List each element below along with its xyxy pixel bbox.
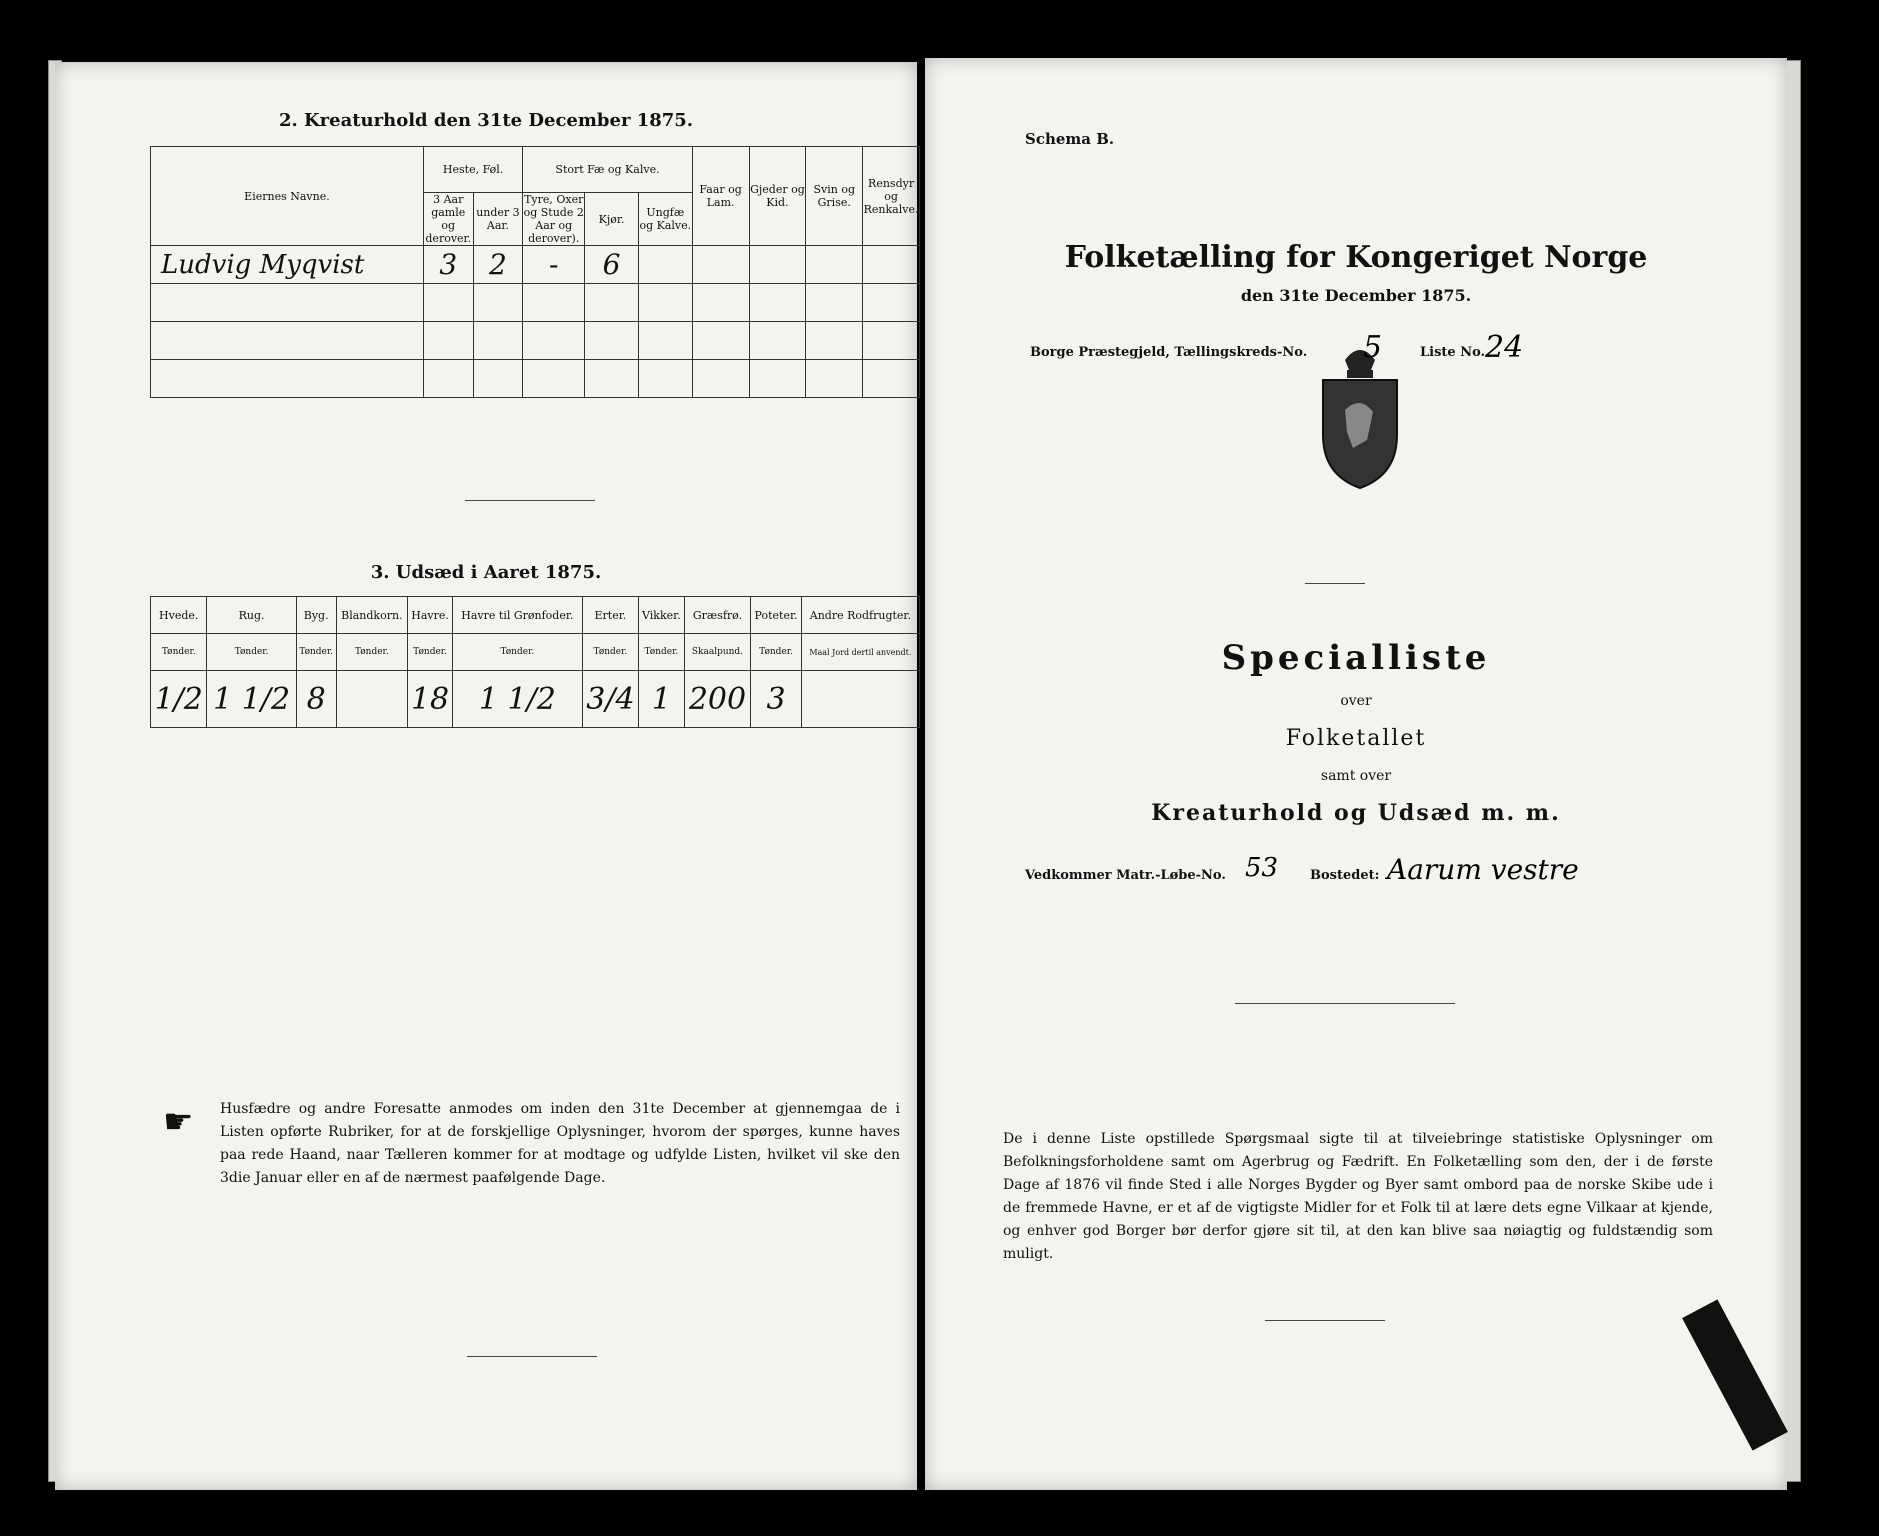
seed-header: Poteter. (751, 597, 801, 634)
cell-value: 3 (423, 246, 473, 284)
divider (1265, 1320, 1385, 1321)
seed-header: Blandkorn. (336, 597, 408, 634)
cattle-sub-header: Kjør. (585, 193, 639, 246)
subtitle: den 31te December 1875. (1240, 286, 1472, 305)
divider (1305, 583, 1365, 584)
info-text: De i denne Liste opstillede Spørgsmaal sigte til at tilveiebringe statistiske Oplysninger om Befolkningsforholdene samt om Agerbrug og Fædrift. En Folketælling som den, der i de første Dage af 1876 vil finde Sted i alle Norges Bygder og Byer samt ombord paa de norske Skibe ude i de fremmede Havne, er et af de vigtigste Midler for et Folk til at lære dets egne Vilkaar at kjende, og enhver god Borger bør derfor gjøre sit til, at den kan blive saa nøiagtig og fuldstændig som muligt. (1003, 1131, 1713, 1262)
cell-value: - (523, 246, 585, 284)
seed-header: Rug. (207, 597, 296, 634)
matr-label: Vedkommer Matr.-Løbe-No. (1025, 868, 1226, 883)
cattle-sub-header: Ungfæ og Kalve. (638, 193, 692, 246)
seed-unit: Tønder. (207, 634, 296, 671)
table-row (151, 322, 920, 360)
seed-value: 3/4 (582, 671, 638, 728)
seed-value: 1 1/2 (207, 671, 296, 728)
seed-header: Havre. (408, 597, 453, 634)
seed-unit: Tønder. (296, 634, 336, 671)
table-row (151, 671, 920, 728)
schema-label: Schema B. (1025, 130, 1115, 148)
table-row (151, 360, 920, 398)
seed-header: Græsfrø. (684, 597, 751, 634)
section3-title: 3. Udsæd i Aaret 1875. (370, 562, 602, 583)
kreaturhold-text: Kreaturhold og Udsæd m. m. (1151, 800, 1561, 826)
seed-unit: Maal Jord dertil anvendt. (801, 634, 919, 671)
seed-value (801, 671, 919, 728)
district-label: Borge Præstegjeld, Tællingskreds-No. (1030, 345, 1308, 360)
cattle-sub-header: Tyre, Oxer og Stude 2 Aar og derover). (523, 193, 584, 245)
right-page (925, 58, 1787, 1490)
bosted-label: Bostedet: (1310, 868, 1380, 883)
seed-header: Havre til Grønfoder. (453, 597, 583, 634)
pig-header: Svin og Grise. (806, 147, 863, 246)
divider (467, 1356, 597, 1357)
livestock-table (150, 146, 920, 398)
seed-unit: Tønder. (151, 634, 207, 671)
seed-value: 1 1/2 (453, 671, 583, 728)
seed-unit: Tønder. (453, 634, 583, 671)
table-row (151, 284, 920, 322)
over-text: over (1340, 693, 1372, 709)
seed-header: Andre Rodfrugter. (801, 597, 919, 634)
seed-value: 200 (684, 671, 751, 728)
list-label: Liste No. (1420, 345, 1486, 360)
folketallet-text: Folketallet (1285, 726, 1427, 751)
seed-value: 1/2 (151, 671, 207, 728)
reindeer-header: Rensdyr og Renkalve. (863, 147, 920, 246)
seed-unit: Skaalpund. (684, 634, 751, 671)
list-number: 24 (1485, 330, 1524, 365)
seed-table (150, 596, 920, 728)
owner-name: Ludvig Myqvist (151, 246, 424, 284)
pointing-hand-icon: ☛ (163, 1102, 194, 1142)
seed-header: Vikker. (639, 597, 684, 634)
specialliste-title: Specialliste (1221, 638, 1491, 678)
seed-header: Hvede. (151, 597, 207, 634)
samt-over-text: samt over (1320, 768, 1392, 784)
section2-title: 2. Kreaturhold den 31te December 1875. (278, 110, 694, 131)
horse-sub-header: under 3 Aar. (473, 193, 523, 246)
cell-value: 2 (473, 246, 523, 284)
owner-header: Eiernes Navne. (151, 147, 424, 246)
seed-header: Byg. (296, 597, 336, 634)
seed-unit: Tønder. (336, 634, 408, 671)
seed-unit: Tønder. (582, 634, 638, 671)
sheep-header: Faar og Lam. (692, 147, 749, 246)
bosted-value: Aarum vestre (1387, 853, 1579, 886)
seed-unit: Tønder. (408, 634, 453, 671)
horse-sub-header: 3 Aar gamle og derover. (425, 193, 472, 245)
divider (1235, 1003, 1455, 1004)
seed-header: Erter. (582, 597, 638, 634)
seed-value: 8 (296, 671, 336, 728)
cell-value: 6 (585, 246, 639, 284)
divider (465, 500, 595, 501)
table-row (151, 246, 920, 284)
cattle-header: Stort Fæ og Kalve. (523, 147, 692, 193)
seed-unit: Tønder. (751, 634, 801, 671)
main-title: Folketælling for Kongeriget Norge (1064, 240, 1648, 275)
seed-value: 1 (639, 671, 684, 728)
district-number: 5 (1363, 330, 1383, 365)
page-stack-edge (1785, 60, 1801, 1482)
matr-number: 53 (1245, 853, 1279, 883)
goat-header: Gjeder og Kid. (749, 147, 806, 246)
horse-header: Heste, Føl. (423, 147, 522, 193)
coat-of-arms-icon (1305, 340, 1415, 490)
left-page (55, 62, 917, 1490)
notice-text: Husfædre og andre Foresatte anmodes om inden den 31te December at gjennemgaa de i Listen opførte Rubriker, for at de forskjellige Oplysninger, hvorom der spørges, kunne haves paa rede Haand, naar Tælleren kommer for at modtage og udfylde Listen, hvilket vil ske den 3die Januar eller en af de nærmest paafølgende Dage. (220, 1101, 900, 1186)
seed-unit: Tønder. (639, 634, 684, 671)
seed-value (336, 671, 408, 728)
seed-value: 18 (408, 671, 453, 728)
seed-value: 3 (751, 671, 801, 728)
